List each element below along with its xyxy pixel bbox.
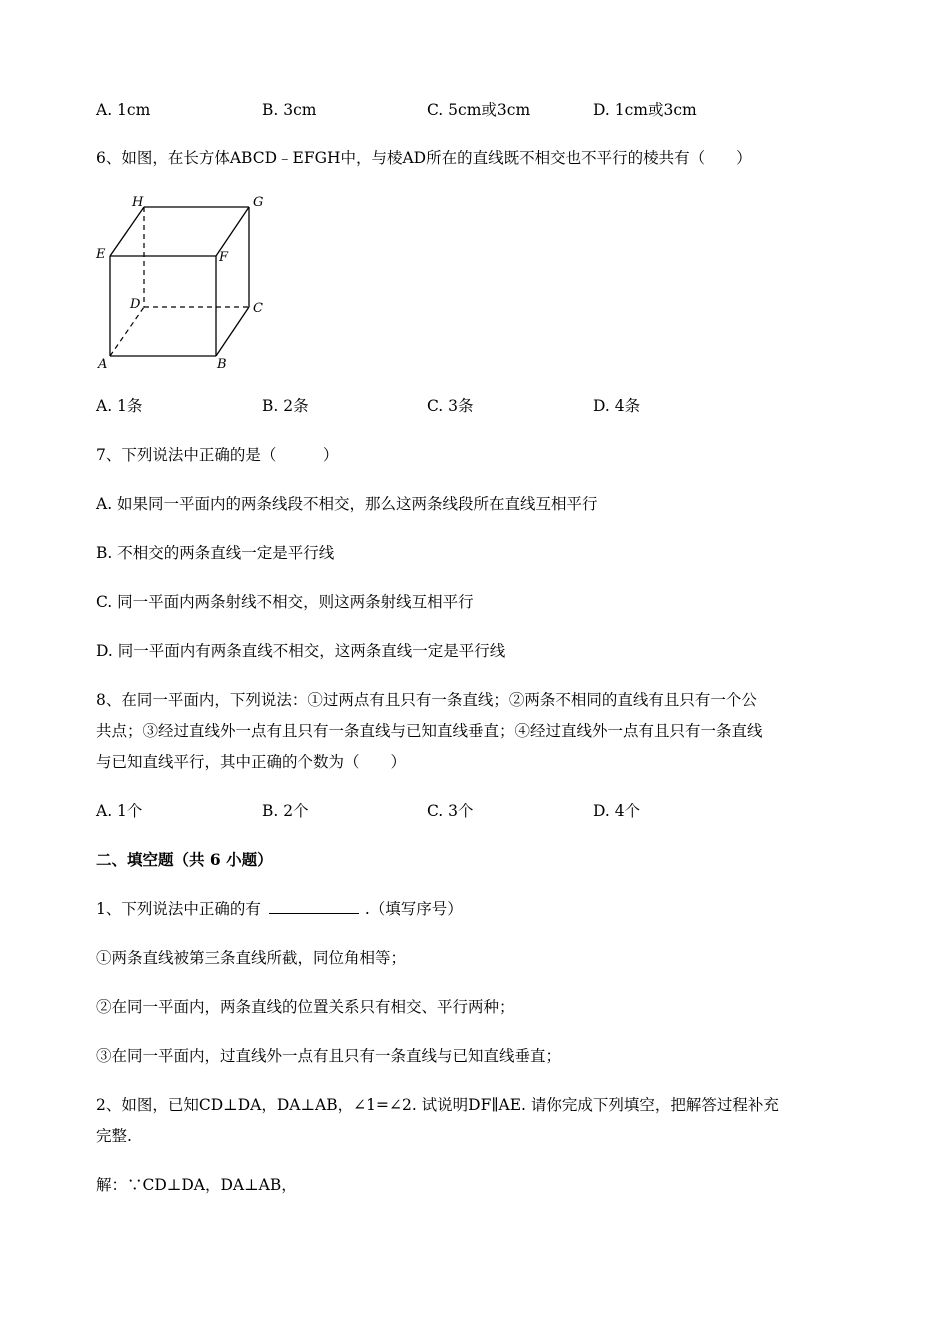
- edge-ad: [110, 307, 144, 356]
- q5-option-c: C. 5cm或3cm: [427, 101, 531, 119]
- label-b: B: [217, 357, 227, 372]
- fill1-stem-before: 1、下列说法中正确的有: [96, 900, 261, 918]
- fill1-item1: ①两条直线被第三条直线所截，同位角相等；: [96, 949, 407, 967]
- q6-option-c: C. 3条: [427, 397, 474, 415]
- q5-option-a: A. 1cm: [96, 101, 151, 119]
- cuboid-figure: [92, 190, 282, 375]
- fill1-answer-blank[interactable]: [269, 899, 359, 914]
- q8-stem-line2: 共点；③经过直线外一点有且只有一条直线与已知直线垂直；④经过直线外一点有且只有一条直线: [96, 722, 763, 740]
- q7-option-b: B. 不相交的两条直线一定是平行线: [96, 544, 335, 562]
- q6-stem: 6、如图，在长方体ABCD﹣EFGH中，与棱AD所在的直线既不相交也不平行的棱共有（ ）: [96, 149, 752, 167]
- label-a: A: [98, 357, 108, 372]
- q8-option-c: C. 3个: [427, 802, 474, 820]
- q7-option-c: C. 同一平面内两条射线不相交，则这两条射线互相平行: [96, 593, 474, 611]
- fill2-stem-line2: 完整.: [96, 1127, 132, 1145]
- label-f: F: [219, 250, 229, 265]
- label-h: H: [132, 195, 144, 210]
- fill2-solution-line1: 解：∵CD⊥DA，DA⊥AB，: [96, 1176, 297, 1194]
- fill1-item2: ②在同一平面内，两条直线的位置关系只有相交、平行两种；: [96, 998, 515, 1016]
- fill1-stem: [96, 899, 463, 919]
- q8-stem-line1: 8、在同一平面内，下列说法：①过两点有且只有一条直线；②两条不相同的直线有且只有一个公: [96, 691, 757, 709]
- edge-eh: [110, 207, 144, 256]
- q7-option-a: A. 如果同一平面内的两条线段不相交，那么这两条线段所在直线互相平行: [96, 495, 598, 513]
- fill2-stem-line1: 2、如图，已知CD⊥DA，DA⊥AB，∠1=∠2. 试说明DF∥AE. 请你完成下列填空，把解答过程补充: [96, 1096, 779, 1114]
- q8-stem-line3: 与已知直线平行，其中正确的个数为（ ）: [96, 753, 407, 771]
- fill1-stem-after: .（填写序号）: [364, 900, 463, 918]
- q7-stem: 7、下列说法中正确的是（ ）: [96, 446, 339, 464]
- q6-option-b: B. 2条: [262, 397, 309, 415]
- label-g: G: [253, 195, 264, 210]
- edge-bc: [216, 307, 249, 356]
- q8-option-a: A. 1个: [96, 802, 143, 820]
- q5-option-d: D. 1cm或3cm: [593, 101, 697, 119]
- q8-option-b: B. 2个: [262, 802, 309, 820]
- label-d: D: [130, 297, 141, 312]
- q7-option-d: D. 同一平面内有两条直线不相交，这两条直线一定是平行线: [96, 642, 506, 660]
- fill1-item3: ③在同一平面内，过直线外一点有且只有一条直线与已知直线垂直；: [96, 1047, 562, 1065]
- q8-option-d: D. 4个: [593, 802, 641, 820]
- q6-option-a: A. 1条: [96, 397, 143, 415]
- label-c: C: [253, 301, 263, 316]
- label-e: E: [96, 247, 106, 262]
- section2-heading: 二、填空题（共 6 小题）: [96, 850, 273, 869]
- edge-fg: [216, 207, 249, 256]
- q6-option-d: D. 4条: [593, 397, 641, 415]
- q5-option-b: B. 3cm: [262, 101, 317, 119]
